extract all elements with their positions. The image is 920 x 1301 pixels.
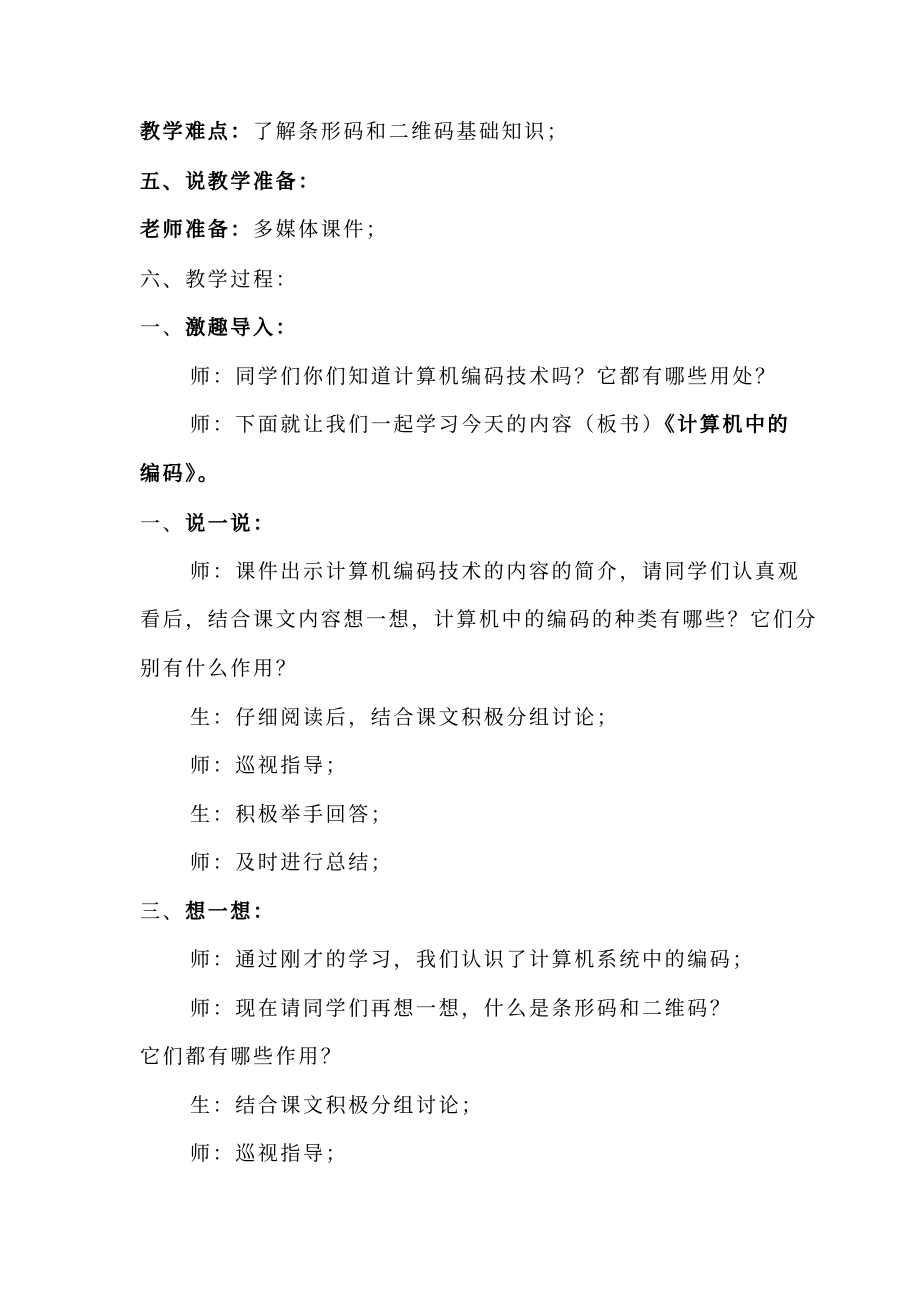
paragraph-line: 师：现在请同学们再想一想，什么是条形码和二维码？ [190,996,733,1020]
subsection-think-number: 三、 [140,899,186,923]
paragraph-line [190,410,790,438]
paragraph-line: 看后，结合课文内容想一想，计算机中的编码的种类有哪些？它们分 [140,607,818,631]
paragraph-line: 生：仔细阅读后，结合课文积极分组讨论； [190,705,620,729]
paragraph-line: 师：巡视指导； [190,1141,349,1165]
lesson-title-part1: 《计算机中的 [664,412,791,436]
section-6-heading [140,265,298,293]
paragraph-line: 它们都有哪些作用？ [140,1044,344,1068]
paragraph-line: 师：通过刚才的学习，我们认识了计算机系统中的编码； [190,947,755,971]
section-5-heading: 五、说教学准备： [140,169,321,193]
paragraph-line: 生：结合课文积极分组讨论； [190,1093,484,1117]
subsection-say-heading [140,509,276,537]
paragraph-line: 别有什么作用？ [140,656,299,680]
teaching-difficulty-label: 教学难点： [140,119,253,143]
subsection-say-number: 一、 [140,511,186,535]
paragraph-line: 师：同学们你们知道计算机编码技术吗？它都有哪些用处？ [190,364,778,388]
teacher-prep-label: 老师准备： [140,217,253,241]
paragraph-line: 师：巡视指导； [190,753,349,777]
teaching-difficulty-line [140,117,569,145]
lesson-title-part2: 编码》 [140,461,198,485]
teacher-prep-text: 多媒体课件； [253,217,389,241]
paragraph-end: 。 [197,461,221,485]
paragraph-line: 生：积极举手回答； [190,802,394,826]
paragraph-line: 师：及时进行总结； [190,850,394,874]
paragraph-line [140,459,220,487]
paragraph-line: 师：课件出示计算机编码技术的内容的简介，请同学们认真观 [190,559,801,583]
subsection-think-title: 想一想： [185,899,276,923]
section-6-heading-text: 六、教学过程： [140,267,299,291]
subsection-think-heading [140,897,276,925]
teaching-difficulty-text: 了解条形码和二维码基础知识； [253,119,570,143]
teacher-prep-line [140,215,389,243]
subsection-intro-number: 一、 [140,315,186,339]
subsection-say-title: 说一说： [185,511,276,535]
paragraph-text: 师：下面就让我们一起学习今天的内容（板书） [190,412,665,436]
subsection-intro-heading [140,313,298,341]
subsection-intro-title: 激趣导入： [185,315,299,339]
